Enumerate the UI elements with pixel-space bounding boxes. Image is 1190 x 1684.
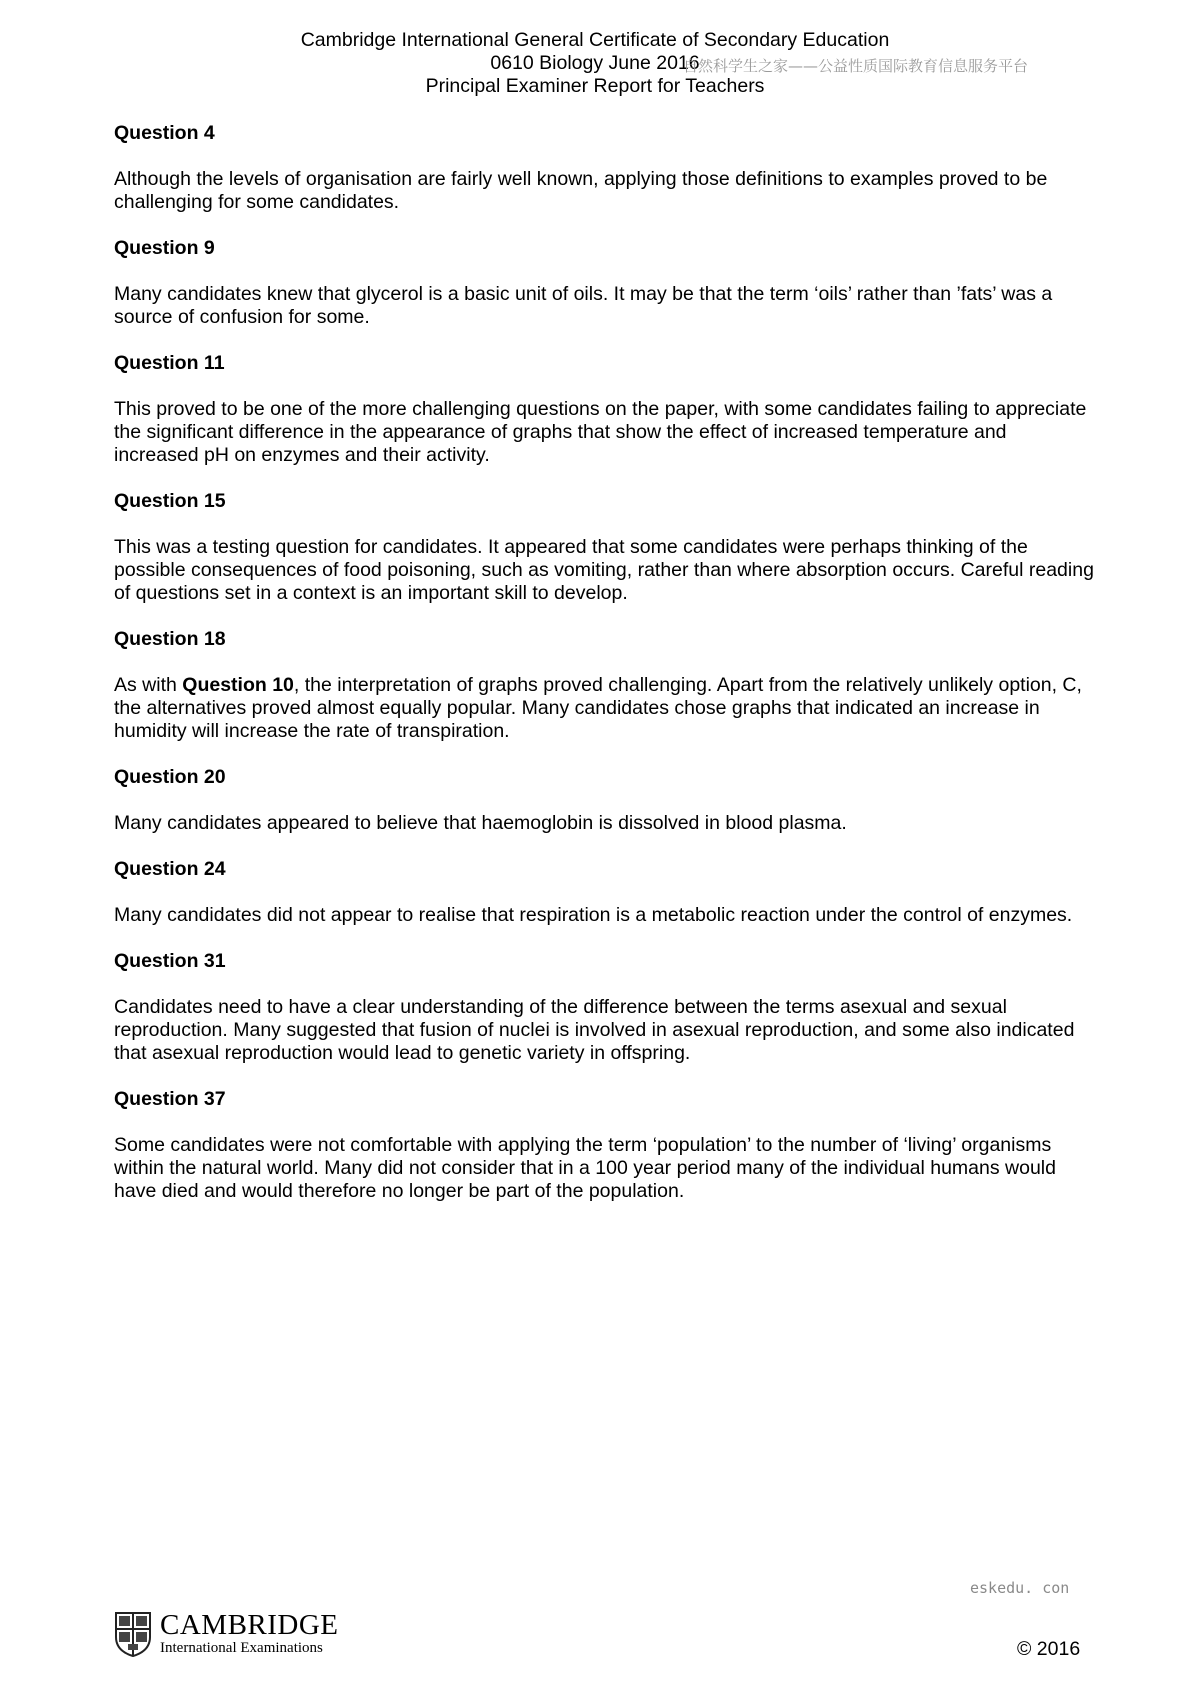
question-comment: This proved to be one of the more challenging questions on the paper, with some candidates failing to appreciate the significant difference in the appearance of graphs that show the effect of increased temperature and increased pH on enzymes and their activity. bbox=[114, 398, 1087, 466]
question-comment: Many candidates did not appear to realise that respiration is a metabolic reaction under the control of enzymes. bbox=[114, 904, 1073, 926]
question-heading: Question 15 bbox=[114, 490, 226, 512]
question-comment: Some candidates were not comfortable with applying the term ‘population’ to the number of ‘living’ organisms within the natural world. Many did not consider that in a 100 year period many of the individual humans would have died and would therefore no longer be part of the population. bbox=[114, 1134, 1056, 1202]
question-heading: Question 37 bbox=[114, 1088, 226, 1110]
comment-text: As with bbox=[114, 674, 183, 696]
question-comment: Many candidates appeared to believe that haemoglobin is dissolved in blood plasma. bbox=[114, 812, 847, 834]
question-section bbox=[114, 237, 1094, 329]
question-section bbox=[114, 766, 1094, 835]
question-section bbox=[114, 122, 1094, 214]
cambridge-logo bbox=[114, 1611, 339, 1657]
question-section bbox=[114, 858, 1094, 927]
question-heading: Question 9 bbox=[114, 237, 215, 259]
question-heading: Question 4 bbox=[114, 122, 215, 144]
logo-main-text: CAMBRIDGE bbox=[160, 1609, 339, 1641]
report-body bbox=[114, 122, 1094, 1226]
question-comment: Many candidates knew that glycerol is a basic unit of oils. It may be that the term ‘oils’ rather than ’fats’ was a source of confusion for some. bbox=[114, 283, 1053, 328]
header-subject: 0610 Biology June 2016 bbox=[490, 52, 700, 74]
crest-icon bbox=[114, 1611, 152, 1657]
copyright-notice: © 2016 bbox=[1017, 1638, 1081, 1660]
question-heading: Question 31 bbox=[114, 950, 226, 972]
question-section bbox=[114, 950, 1094, 1065]
watermark-text: 自然科学生之家——公益性质国际教育信息服务平台 bbox=[683, 57, 1029, 75]
question-section bbox=[114, 352, 1094, 467]
question-heading: Question 24 bbox=[114, 858, 226, 880]
header-title: Cambridge International General Certificate of Secondary Education bbox=[300, 29, 890, 51]
question-section bbox=[114, 1088, 1094, 1203]
logo-sub-text: International Examinations bbox=[160, 1640, 323, 1656]
question-comment: Although the levels of organisation are fairly well known, applying those definitions to examples proved to be challenging for some candidates. bbox=[114, 168, 1048, 213]
site-watermark: eskedu. con bbox=[970, 1579, 1070, 1597]
comment-text: , the interpretation of graphs proved challenging. Apart from the relatively unlikely option, C, the alternatives proved almost equally popular. Many candidates chose graphs that indicated an increase in humidity will increase the rate of transpiration. bbox=[114, 674, 1082, 742]
question-comment: Candidates need to have a clear understanding of the difference between the terms asexual and sexual reproduction. Many suggested that fusion of nuclei is involved in asexual reproduction, and some also indicated that asexual reproduction would lead to genetic variety in offspring. bbox=[114, 996, 1075, 1064]
question-heading: Question 18 bbox=[114, 628, 226, 650]
logo-wordmark bbox=[160, 1611, 339, 1657]
question-reference: Question 10 bbox=[182, 674, 294, 696]
question-section bbox=[114, 628, 1094, 743]
question-comment bbox=[114, 674, 1094, 743]
question-heading: Question 20 bbox=[114, 766, 226, 788]
question-comment: This was a testing question for candidates. It appeared that some candidates were perhaps thinking of the possible consequences of food poisoning, such as vomiting, rather than where absorption occurs. Careful reading of questions set in a context is an important skill to develop. bbox=[114, 536, 1094, 604]
header-report-type: Principal Examiner Report for Teachers bbox=[425, 75, 765, 97]
question-heading: Question 11 bbox=[114, 352, 225, 374]
question-section bbox=[114, 490, 1094, 605]
